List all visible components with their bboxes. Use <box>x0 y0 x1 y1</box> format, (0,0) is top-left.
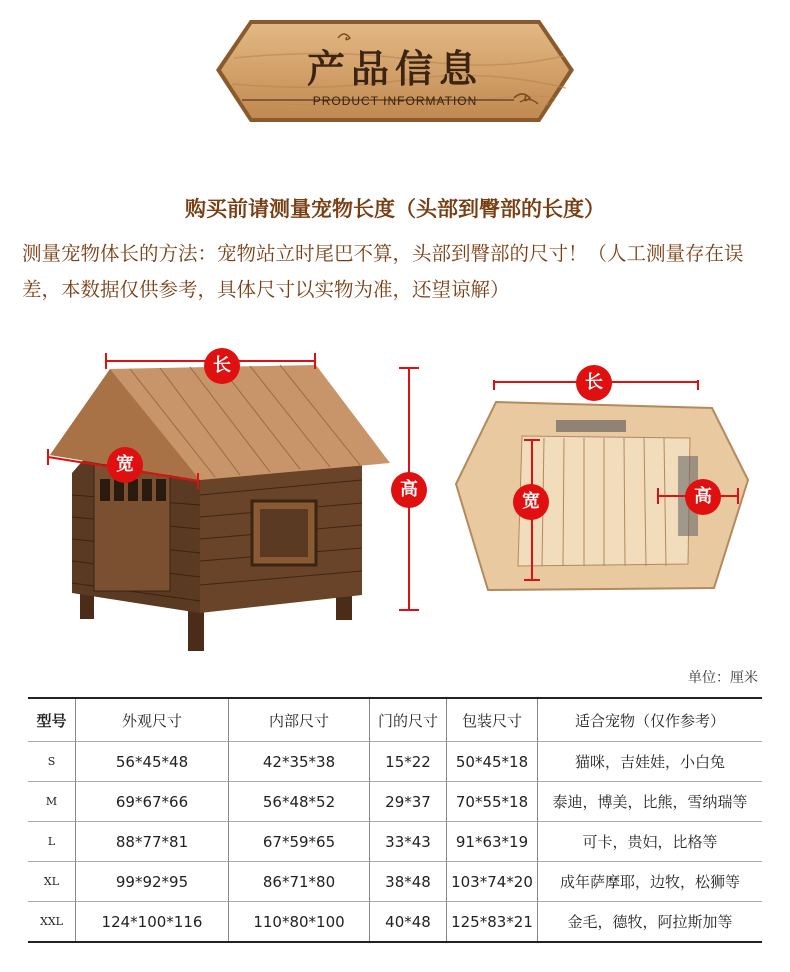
interior-width-badge: 宽 <box>513 484 549 520</box>
model-cell: S <box>28 741 75 781</box>
header-exterior-size: 外观尺寸 <box>75 699 228 741</box>
door-cell: 40*48 <box>369 901 446 941</box>
table-row <box>28 821 762 861</box>
door-cell: 29*37 <box>369 781 446 821</box>
pets-cell: 泰迪，博美，比熊，雪纳瑞等 <box>537 781 762 821</box>
door-cell: 38*48 <box>369 861 446 901</box>
pets-cell: 猫咪，吉娃娃，小白兔 <box>537 741 762 781</box>
model-cell: XL <box>28 861 75 901</box>
table-header-row <box>28 699 762 741</box>
door-cell: 15*22 <box>369 741 446 781</box>
model-cell: XXL <box>28 901 75 941</box>
interior-height-badge: 高 <box>685 479 721 515</box>
package-cell: 50*45*18 <box>446 741 537 781</box>
package-cell: 125*83*21 <box>446 901 537 941</box>
model-cell: M <box>28 781 75 821</box>
table-row <box>28 741 762 781</box>
pets-cell: 金毛，德牧，阿拉斯加等 <box>537 901 762 941</box>
interior-cell: 56*48*52 <box>228 781 369 821</box>
interior-cell: 110*80*100 <box>228 901 369 941</box>
table-row <box>28 781 762 821</box>
pets-cell: 成年萨摩耶，边牧，松狮等 <box>537 861 762 901</box>
package-cell: 91*63*19 <box>446 821 537 861</box>
header-door-size: 门的尺寸 <box>369 699 446 741</box>
interior-length-badge: 长 <box>576 365 612 401</box>
package-cell: 70*55*18 <box>446 781 537 821</box>
product-info-banner <box>214 18 576 124</box>
door-cell: 33*43 <box>369 821 446 861</box>
exterior-cell: 99*92*95 <box>75 861 228 901</box>
unit-note: 单位：厘米 <box>688 670 758 686</box>
interior-cell: 67*59*65 <box>228 821 369 861</box>
table-row <box>28 861 762 901</box>
size-spec-table <box>28 697 762 943</box>
length-badge: 长 <box>204 348 240 384</box>
exterior-cell: 69*67*66 <box>75 781 228 821</box>
header-interior-size: 内部尺寸 <box>228 699 369 741</box>
pets-cell: 可卡，贵妇，比格等 <box>537 821 762 861</box>
banner-title: 产品信息 <box>306 46 483 91</box>
model-cell: L <box>28 821 75 861</box>
measure-description: 测量宠物体长的方法：宠物站立时尾巴不算，头部到臀部的尺寸！（人工测量存在误差，本数据仅供参考，具体尺寸以实物为准，还望谅解） <box>22 242 744 301</box>
banner-subtitle: PRODUCT INFORMATION <box>312 94 478 108</box>
exterior-cell: 124*100*116 <box>75 901 228 941</box>
package-cell: 103*74*20 <box>446 861 537 901</box>
header-suitable-pets: 适合宠物（仅作参考） <box>537 699 762 741</box>
interior-cell: 86*71*80 <box>228 861 369 901</box>
table-row <box>28 901 762 941</box>
width-badge: 宽 <box>107 447 143 483</box>
dog-house-photo <box>40 345 400 655</box>
interior-cell: 42*35*38 <box>228 741 369 781</box>
header-model: 型号 <box>36 711 67 730</box>
exterior-cell: 56*45*48 <box>75 741 228 781</box>
exterior-cell: 88*77*81 <box>75 821 228 861</box>
measure-headline: 购买前请测量宠物长度（头部到臀部的长度） <box>185 197 605 221</box>
height-badge: 高 <box>391 472 427 508</box>
header-package-size: 包装尺寸 <box>446 699 537 741</box>
